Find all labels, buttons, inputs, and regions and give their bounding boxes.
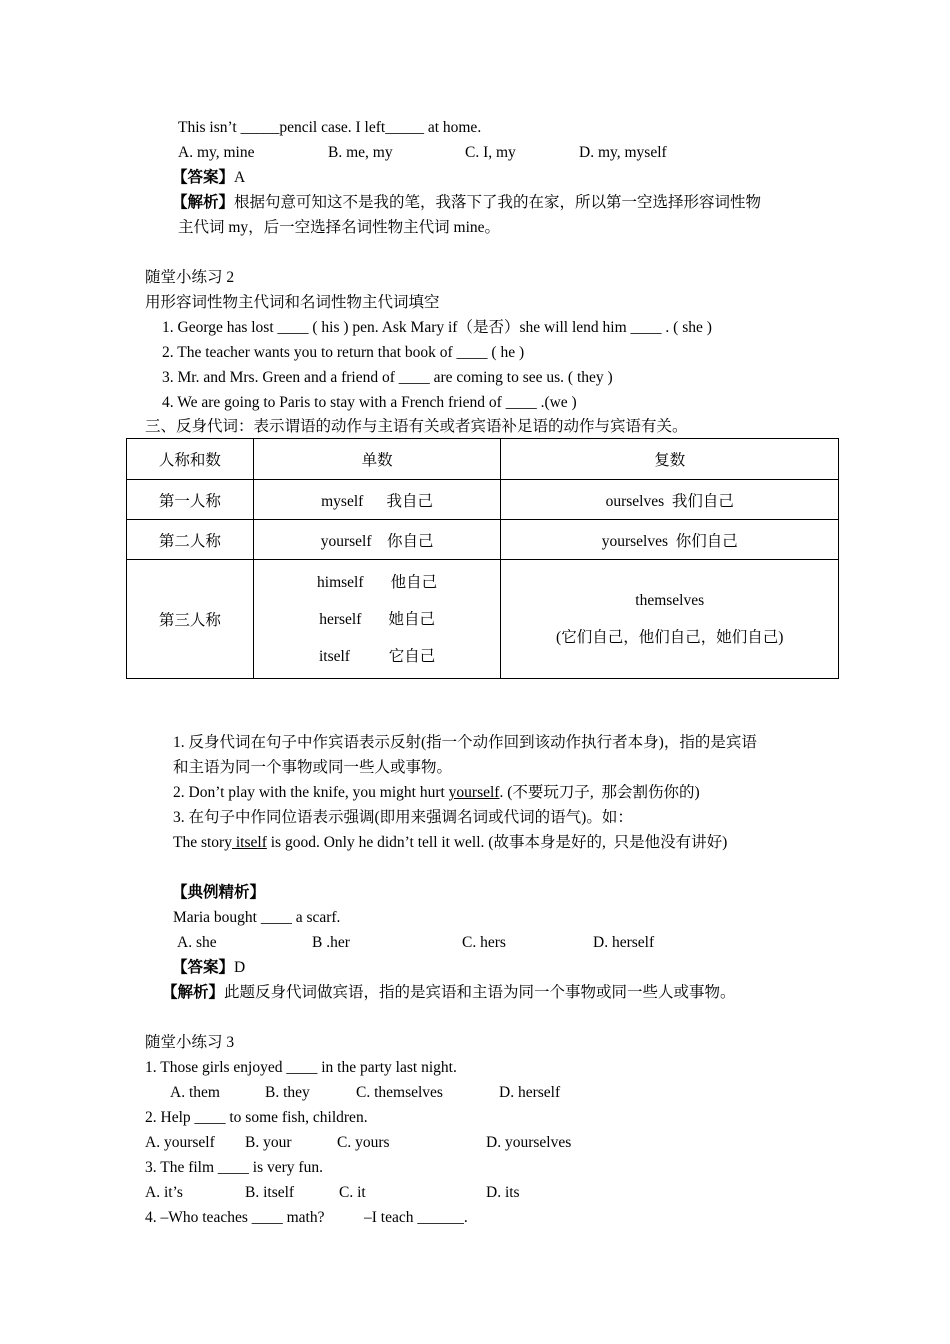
ex1-analysis-line2: 主代词 my，后一空选择名词性物主代词 mine。 <box>178 219 501 236</box>
note-2 <box>173 783 700 803</box>
row3-singular-herself: herself 她自己 <box>319 610 435 628</box>
note-4 <box>173 833 727 853</box>
practice3-q2-option-b: B. your <box>245 1134 292 1151</box>
table-row <box>127 480 839 520</box>
reflexive-pronoun-table <box>126 438 839 679</box>
note-1-line1: 1. 反身代词在句子中作宾语表示反射(指一个动作回到该动作执行者本身)，指的是宾语 <box>173 734 757 751</box>
practice3-title: 随堂小练习 3 <box>145 1034 235 1051</box>
practice3-q2-option-d: D. yourselves <box>486 1134 572 1151</box>
practice3-q1-option-c: C. themselves <box>356 1084 443 1101</box>
note-2-keyword: yourself <box>448 784 500 801</box>
header-singular: 单数 <box>253 439 501 480</box>
row3-plural <box>501 560 839 679</box>
note-2-gloss: . (不要玩刀子, 那会割伤你的) <box>499 784 700 801</box>
row3-singular <box>253 560 501 679</box>
ex1-option-d: D. my, myself <box>579 144 667 161</box>
analysis-tag: 【解析】 <box>172 194 235 211</box>
practice3-q3: 3. The film ____ is very fun. <box>145 1159 323 1176</box>
row1-singular: myself 我自己 <box>253 480 501 520</box>
example-option-d: D. herself <box>593 934 655 951</box>
answer-value: A <box>234 169 246 186</box>
header-person: 人称和数 <box>127 439 254 480</box>
example-heading: 【典例精析】 <box>172 884 266 901</box>
practice3-q2: 2. Help ____ to some fish, children. <box>145 1109 368 1126</box>
ex1-question: This isn’t _____pencil case. I left_____ at home. <box>178 119 482 136</box>
example-analysis <box>162 983 736 1003</box>
practice3-q3-option-c: C. it <box>339 1184 366 1201</box>
note-4-keyword: itself <box>231 834 267 851</box>
row2-plural: yourselves 你们自己 <box>501 520 839 560</box>
answer-tag: 【答案】 <box>172 169 235 186</box>
practice3-q3-option-b: B. itself <box>245 1184 295 1201</box>
practice2-item-4: 4. We are going to Paris to stay with a French friend of ____ .(we ) <box>162 394 577 411</box>
row3-plural-gloss: (它们自己，他们自己，她们自己) <box>556 629 784 646</box>
example-option-c: C. hers <box>462 934 506 951</box>
practice3-q1-option-a: A. them <box>170 1084 220 1101</box>
note-1-line2: 和主语为同一个事物或同一些人或事物。 <box>173 759 453 776</box>
row3-singular-himself: himself 他自己 <box>317 573 438 591</box>
ex1-analysis <box>172 193 761 213</box>
ex1-answer <box>172 168 245 188</box>
analysis-tag: 【解析】 <box>162 984 225 1001</box>
practice3-q1-option-b: B. they <box>265 1084 310 1101</box>
section3-heading: 三、反身代词：表示谓语的动作与主语有关或者宾语补足语的动作与宾语有关。 <box>145 418 688 435</box>
practice2-item-2: 2. The teacher wants you to return that book of ____ ( he ) <box>162 344 525 361</box>
row2-person: 第二人称 <box>127 520 254 560</box>
practice3-q1-option-d: D. herself <box>499 1084 561 1101</box>
row1-person: 第一人称 <box>127 480 254 520</box>
row3-person: 第三人称 <box>127 560 254 679</box>
practice2-title: 随堂小练习 2 <box>145 269 235 286</box>
table-row <box>127 560 839 679</box>
ex1-option-c: C. I, my <box>465 144 516 161</box>
practice2-item-3: 3. Mr. and Mrs. Green and a friend of ____ are coming to see us. ( they ) <box>162 369 613 386</box>
note-4-text: The story <box>173 834 232 851</box>
row2-singular: yourself 你自己 <box>253 520 501 560</box>
row1-plural: ourselves 我们自己 <box>501 480 839 520</box>
note-3: 3. 在句子中作同位语表示强调(即用来强调名词或代词的语气)。如： <box>173 809 633 826</box>
ex1-option-b: B. me, my <box>328 144 393 161</box>
row3-plural-themselves: themselves <box>635 592 705 609</box>
practice3-q2-option-a: A. yourself <box>145 1134 215 1151</box>
analysis-text: 此题反身代词做宾语，指的是宾语和主语为同一个事物或同一些人或事物。 <box>224 984 736 1001</box>
practice3-q2-option-c: C. yours <box>337 1134 390 1151</box>
analysis-text: 根据句意可知这不是我的笔，我落下了我的在家，所以第一空选择形容词性物 <box>234 194 762 211</box>
example-option-a: A. she <box>177 934 217 951</box>
example-option-b: B .her <box>312 934 350 951</box>
table-row <box>127 520 839 560</box>
note-4-gloss: is good. Only he didn’t tell it well. (故事本身是好的, 只是他没有讲好) <box>266 834 728 851</box>
row3-singular-itself: itself 它自己 <box>318 647 436 665</box>
note-2-text: 2. Don’t play with the knife, you might hurt <box>173 784 449 801</box>
practice3-q4-answer: –I teach ______. <box>364 1209 468 1226</box>
practice2-instruction: 用形容词性物主代词和名词性物主代词填空 <box>145 294 440 311</box>
practice3-q4-question: 4. –Who teaches ____ math? <box>145 1209 325 1226</box>
practice3-q3-option-a: A. it’s <box>145 1184 183 1201</box>
answer-tag: 【答案】 <box>172 959 235 976</box>
ex1-option-a: A. my, mine <box>178 144 255 161</box>
answer-value: D <box>234 959 246 976</box>
practice3-q3-option-d: D. its <box>486 1184 520 1201</box>
table-header-row <box>127 439 839 480</box>
example-answer <box>172 958 245 978</box>
example-question: Maria bought ____ a scarf. <box>173 909 341 926</box>
practice3-q1: 1. Those girls enjoyed ____ in the party last night. <box>145 1059 457 1076</box>
header-plural: 复数 <box>501 439 839 480</box>
practice2-item-1: 1. George has lost ____ ( his ) pen. Ask Mary if（是否）she will lend him ____ . ( she ) <box>162 319 712 336</box>
